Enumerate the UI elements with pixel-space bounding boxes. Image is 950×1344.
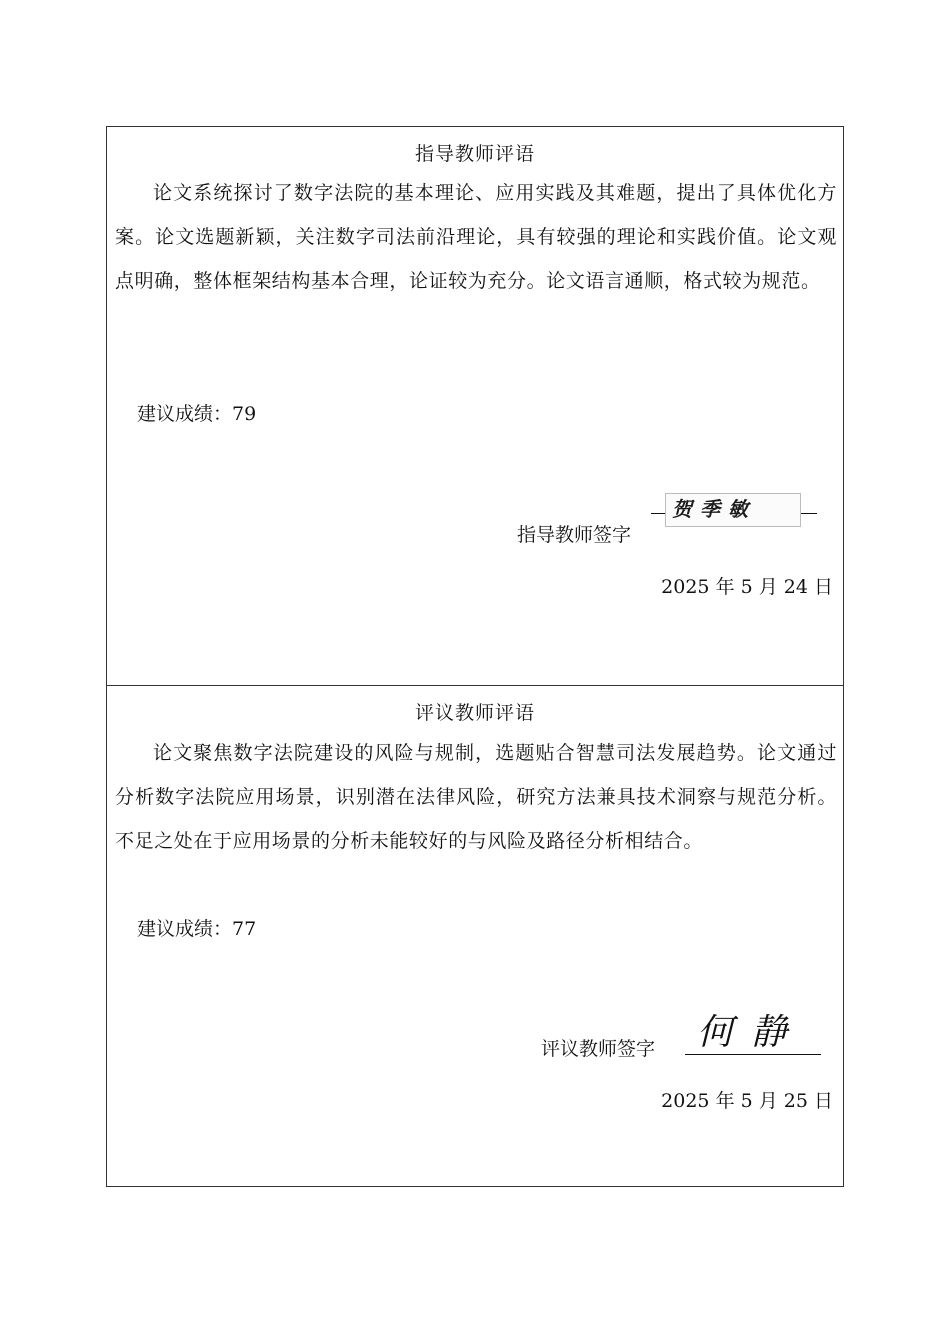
reviewer-date: 2025 年 5 月 25 日 [661,1090,833,1112]
advisor-comment-text: 论文系统探讨了数字法院的基本理论、应用实践及其难题，提出了具体优化方案。论文选题新颖，关注数字司法前沿理论，具有较强的理论和实践价值。论文观点明确，整体框架结构基本合理，论证较为充分。论文语言通顺，格式较为规范。 [115,182,837,292]
evaluation-table [106,126,844,1187]
reviewer-signature-image [693,1004,821,1054]
reviewer-signature-line [685,1054,821,1055]
reviewer-comment-text: 论文聚焦数字法院建设的风险与规制，选题贴合智慧司法发展趋势。论文通过分析数字法院应用场景，识别潜在法律风险，研究方法兼具技术洞察与规范分析。不足之处在于应用场景的分析未能较好的与风险及路径分析相结合。 [115,742,837,852]
advisor-signature-stamp [665,493,801,527]
reviewer-comment-section [107,686,843,1186]
advisor-signature-name: 贺季敏 [672,497,756,521]
advisor-suggested-grade: 建议成绩：79 [137,403,257,425]
advisor-heading: 指导教师评语 [414,143,535,165]
reviewer-signature-name: 何静 [697,1012,806,1053]
advisor-signature-label: 指导教师签字 [517,524,632,546]
advisor-signature-image [666,494,800,526]
reviewer-signature-label: 评议教师签字 [541,1038,656,1060]
reviewer-heading: 评议教师评语 [414,702,535,724]
advisor-comment-section [107,127,843,686]
reviewer-suggested-grade: 建议成绩：77 [137,918,257,940]
advisor-date: 2025 年 5 月 24 日 [661,576,833,598]
